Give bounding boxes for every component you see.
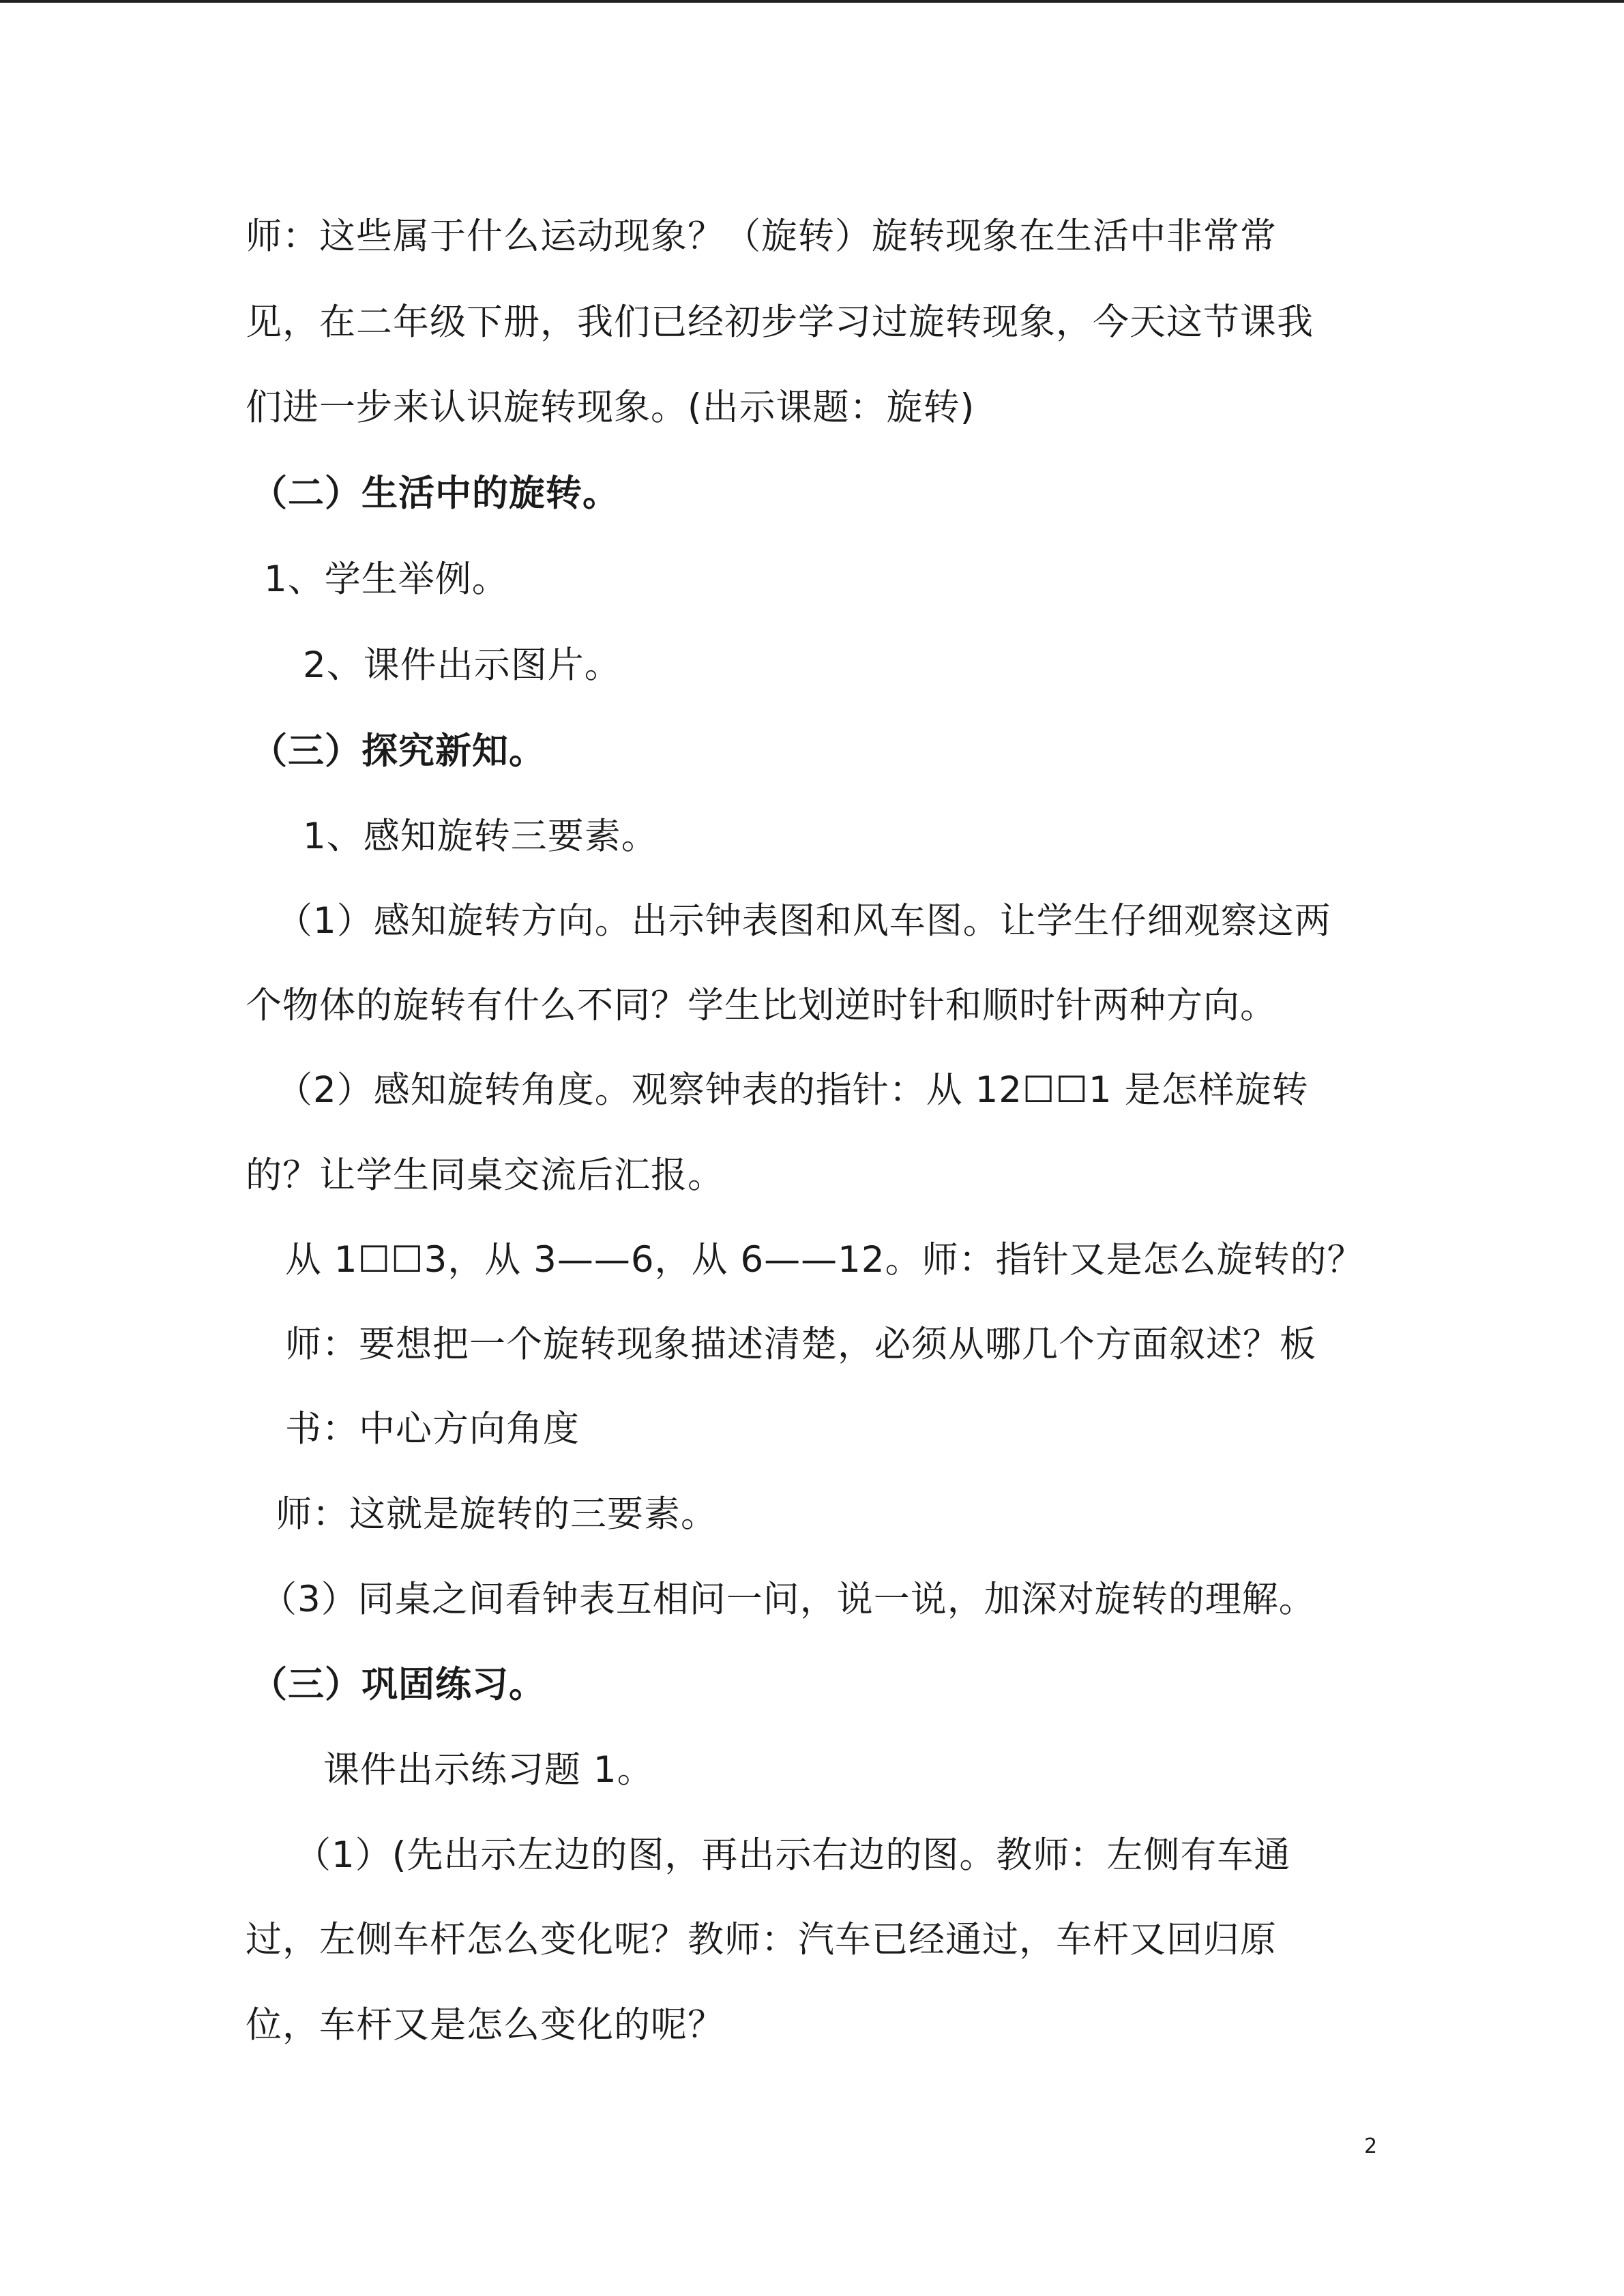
paragraph-line: 从 1☐☐3，从 3——6，从 6——12。师：指针又是怎么旋转的？ — [285, 1239, 1364, 1281]
paragraph-line: 个物体的旋转有什么不同？学生比划逆时针和顺时针两种方向。 — [246, 985, 1277, 1026]
section-heading: （三）探究新知。 — [251, 730, 546, 772]
paragraph-line: 书：中心方向角度 — [285, 1408, 580, 1450]
section-heading: （三）巩固练习。 — [251, 1664, 546, 1705]
paragraph-line: （3）同桌之间看钟表互相问一问，说一说，加深对旋转的理解。 — [261, 1579, 1316, 1620]
paragraph-line: （1）(先出示左边的图，再出示右边的图。教师：左侧有车通 — [295, 1834, 1291, 1876]
list-item: 1、感知旋转三要素。 — [303, 816, 658, 857]
paragraph-line: 师：要想把一个旋转现象描述清楚，必须从哪几个方面叙述？板 — [285, 1324, 1316, 1365]
section-heading: （二）生活中的旋转。 — [251, 473, 619, 514]
list-item: 2、课件出示图片。 — [303, 644, 621, 686]
paragraph-line: 见，在二年级下册，我们已经初步学习过旋转现象，今天这节课我 — [246, 301, 1314, 343]
paragraph-line: 位，车杆又是怎么变化的呢？ — [246, 2004, 724, 2046]
list-item: 1、学生举例。 — [264, 558, 509, 600]
paragraph-line: （2）感知旋转角度。观察钟表的指针：从 12☐☐1 是怎样旋转 — [276, 1069, 1309, 1111]
page-number: 2 — [1364, 2134, 1378, 2158]
paragraph-line: 们进一步来认识旋转现象。(出示课题：旋转) — [246, 387, 975, 428]
paragraph-line: 的？让学生同桌交流后汇报。 — [246, 1154, 724, 1196]
paragraph-line: （1）感知旋转方向。出示钟表图和风车图。让学生仔细观察这两 — [276, 900, 1331, 942]
paragraph-line: 课件出示练习题 1。 — [323, 1749, 654, 1791]
paragraph-line: 师：这就是旋转的三要素。 — [276, 1493, 718, 1535]
paragraph-line: 师：这些属于什么运动现象？（旋转）旋转现象在生活中非常常 — [246, 215, 1277, 257]
paragraph-line: 过，左侧车杆怎么变化呢？教师：汽车已经通过，车杆又回归原 — [246, 1919, 1277, 1960]
